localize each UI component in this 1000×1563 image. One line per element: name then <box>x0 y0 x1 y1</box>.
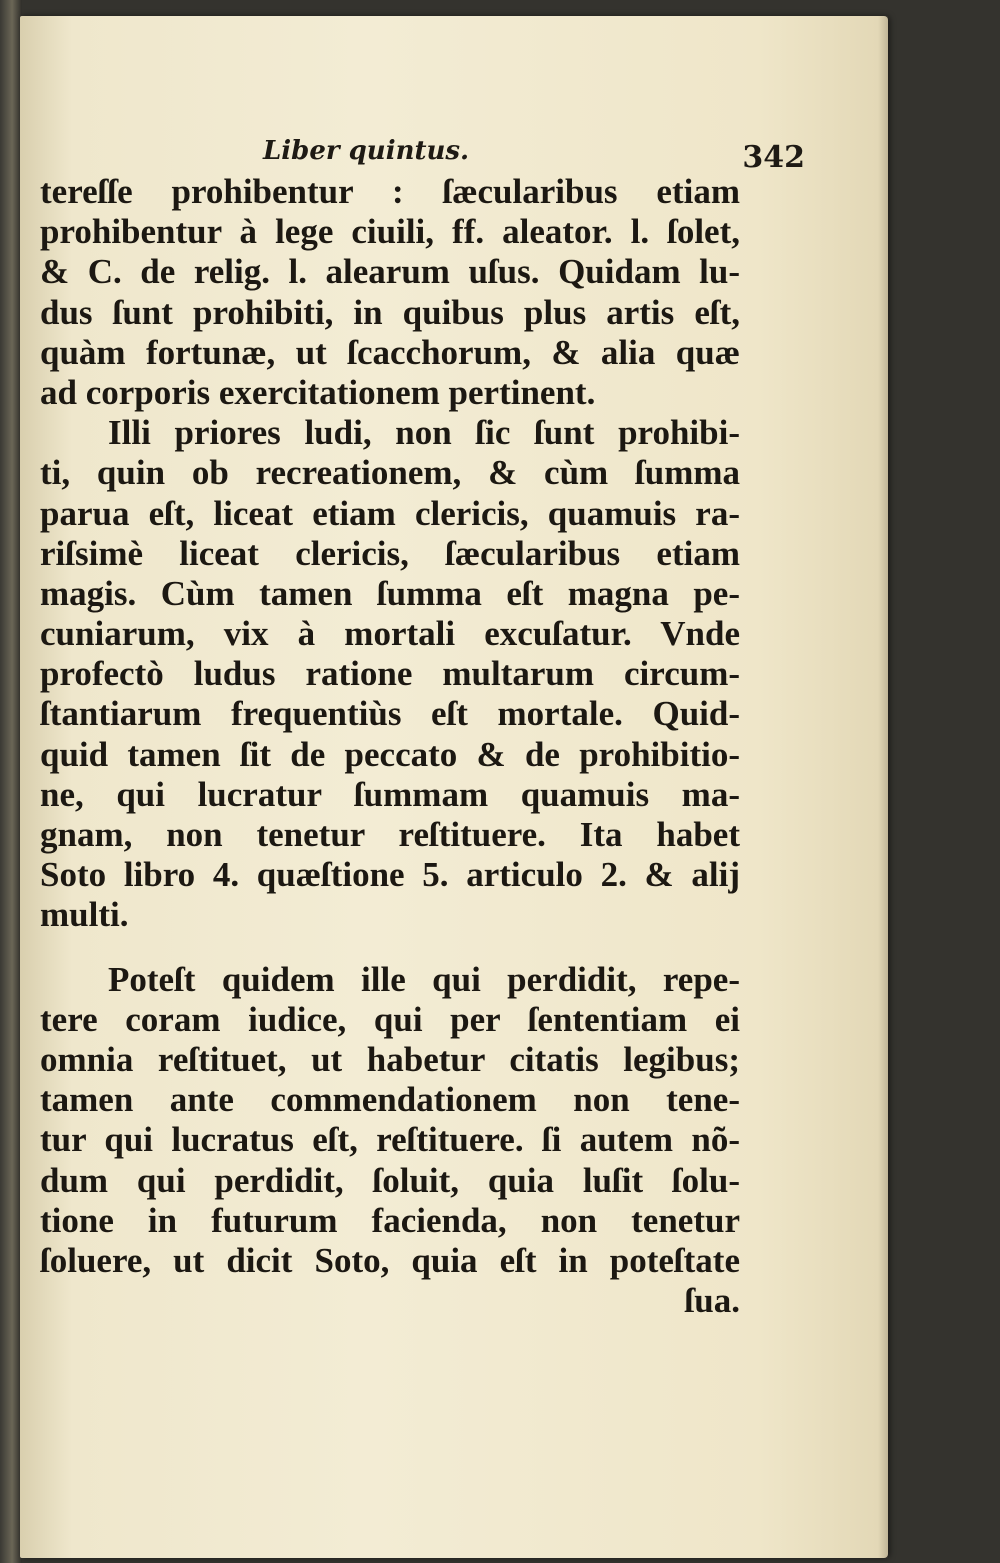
text-line: gnam, non tenetur reſtituere. Ita habet <box>40 815 740 854</box>
text-line: ſtantiarum frequentiùs eſt mortale. Quid- <box>40 694 740 734</box>
text-line: ad corporis exercitationem pertinent. <box>40 372 596 412</box>
text-line: omnia reſtituet, ut habetur citatis legibus; <box>40 1039 740 1079</box>
text-line: multi. <box>40 895 129 935</box>
text-line: Poteſt quidem ille qui perdidit, repe- <box>108 959 740 999</box>
text-line: ne, qui lucratur ſummam quamuis ma- <box>40 774 740 814</box>
binding-edge <box>0 0 22 1563</box>
text-line: prohibentur à lege ciuili, ff. aleator. l. ſolet, <box>40 212 740 252</box>
paragraph-gap <box>40 936 740 960</box>
text-line: riſsimè liceat clericis, ſæcularibus etiam <box>40 533 740 573</box>
page-number: 342 <box>742 140 805 175</box>
body-text <box>40 172 740 1321</box>
text-line: ſoluere, ut dicit Soto, quia eſt in poteſtate <box>40 1240 740 1280</box>
text-line: magis. Cùm tamen ſumma eſt magna pe- <box>40 573 740 613</box>
text-line: dum qui perdidit, ſoluit, quia luſit ſolu- <box>40 1160 740 1200</box>
text-line: profectò ludus ratione multarum circum- <box>40 654 740 694</box>
text-line: tamen ante commendationem non tene- <box>40 1080 740 1120</box>
text-line: dus ſunt prohibiti, in quibus plus artis eſt, <box>40 292 740 332</box>
text-line: tur qui lucratus eſt, reſtituere. ſi autem nõ- <box>40 1120 740 1160</box>
text-line: tione in futurum facienda, non tenetur <box>40 1200 740 1240</box>
text-line: cuniarum, vix à mortali excuſatur. Vnde <box>40 614 740 654</box>
page-edge-shadow <box>878 16 888 1558</box>
running-title: Liber quintus. <box>263 136 470 166</box>
text-line: tere coram iudice, qui per ſententiam ei <box>40 999 740 1039</box>
text-line: parua eſt, liceat etiam clericis, quamuis ra- <box>40 493 740 533</box>
text-line: ſua. <box>684 1281 740 1321</box>
text-line: quid tamen ſit de peccato & de prohibitio- <box>40 734 740 774</box>
page-header <box>245 136 805 176</box>
text-line: quàm fortunæ, ut ſcacchorum, & alia quæ <box>40 332 740 372</box>
text-line: tereſſe prohibentur : ſæcularibus etiam <box>40 172 740 211</box>
text-line: Soto libro 4. quæſtione 5. articulo 2. & alij <box>40 855 740 895</box>
text-line: Illi priores ludi, non ſic ſunt prohibi- <box>108 413 740 453</box>
text-line: ti, quin ob recreationem, & cùm ſumma <box>40 453 740 493</box>
text-line: & C. de relig. l. alearum uſus. Quidam lu- <box>40 252 740 292</box>
